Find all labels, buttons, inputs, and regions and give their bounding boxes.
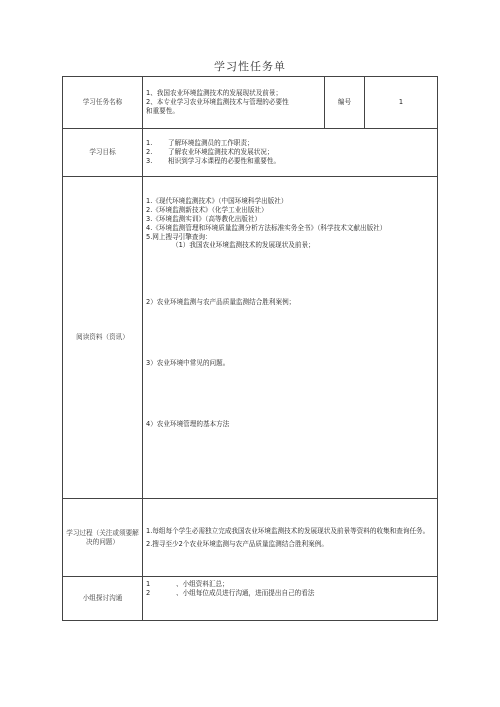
goal-item: 2. 了解农业环境监测技术的发展状况；: [146, 148, 274, 157]
task-sheet-table: [62, 76, 438, 621]
number-label: 编号: [325, 77, 365, 129]
process-label: 学习过程（关注或须要解决的问题）: [63, 499, 143, 577]
goals-label: 学习目标: [63, 129, 143, 177]
task-name-content: [143, 77, 325, 129]
reference-item: 3.《环境监测实训》（高等教化出版社）: [146, 214, 262, 223]
query-item: 3）农业环境中常见的问题。: [146, 359, 230, 368]
process-row: [63, 499, 438, 577]
page-title: 学习性任务单: [214, 60, 286, 73]
goal-item: 3. 相识到学习本课程的必要性和重要性。: [146, 156, 281, 165]
reading-label: 阅读资料（资讯）: [63, 177, 143, 499]
process-content: [143, 499, 438, 577]
goals-content: [143, 129, 438, 177]
reference-item: 1.《现代环境监测技术》（中国环境科学出版社）: [146, 197, 288, 205]
number-value: 1: [365, 77, 438, 129]
discussion-item: 2 、小组每位成员进行沟通，进而提出自己的看法: [146, 588, 315, 597]
task-name-label: 学习任务名称: [63, 77, 143, 129]
reading-content: [143, 177, 438, 499]
query-item: （1）我国农业环境监测技术的发展现状及前景；: [172, 241, 315, 250]
discussion-content: [143, 577, 438, 621]
discussion-row: [63, 577, 438, 621]
task-name-line-1: 1、我国农业环境监测技术的发展现状及前景；: [146, 89, 283, 98]
discussion-item: 1 、小组资料汇总；: [146, 580, 229, 588]
query-item: 4）农业环境管理的基本方法: [146, 420, 230, 429]
reference-item: 2.《环境监测新技术》（化学工业出版社）: [146, 205, 268, 214]
process-item: 2.搜寻至少2个农业环境监测与农产品质量监测结合胜利案例。: [146, 539, 328, 548]
task-name-row: [63, 77, 438, 129]
reference-item: 5.网上搜寻引擎查询：: [146, 232, 212, 241]
goal-item: 1. 了解环境监测员的工作职责；: [146, 139, 254, 148]
query-item: 2）农业环境监测与农产品质量监测结合胜利案例；: [146, 298, 296, 307]
task-name-line-3: 和重要性。: [146, 106, 179, 115]
goals-row: [63, 129, 438, 177]
task-name-line-2: 2、本专业学习农业环境监测技术与管理的必要性: [146, 98, 289, 107]
reference-item: 4.《环境监测管理和环境质量监测分析方法标准实务全书》（科学技术文献出版社）: [146, 223, 387, 232]
discussion-label: 小组探讨沟通: [63, 577, 143, 621]
process-item: 1.每组每个学生必需独立完成我国农业环境监测技术的发展现状及前景等资料的收集和查询任务。: [146, 526, 430, 535]
reading-row: [63, 177, 438, 499]
